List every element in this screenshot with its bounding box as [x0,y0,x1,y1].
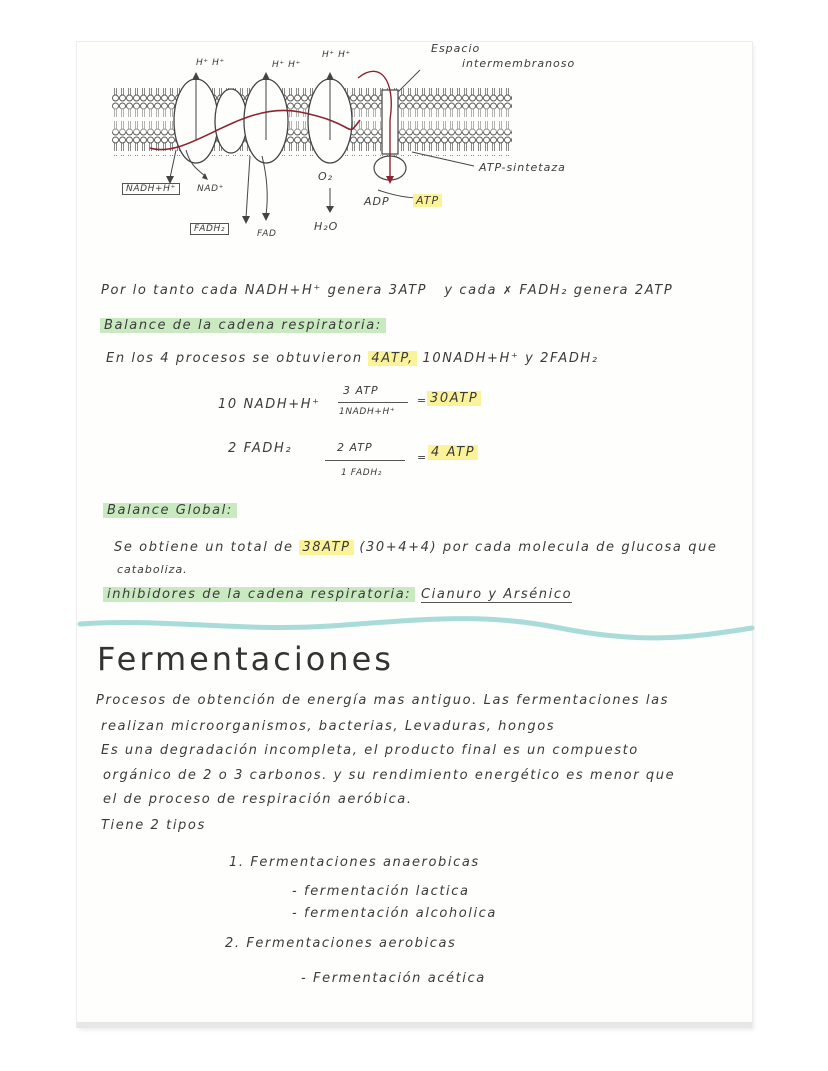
calc2-denominator: 1 FADH₂ [341,468,382,478]
label-intermembranoso: intermembranoso [462,57,576,70]
global-line-2: cataboliza. [117,563,188,576]
fermentation-title: Fermentaciones [97,640,394,678]
calc1-left: 10 NADH+H⁺ [218,397,321,412]
label-nadh: NADH+H⁺ [122,184,180,194]
label-h2o: H₂O [314,220,339,233]
label-h-middle: H⁺ H⁺ [272,60,301,70]
fermentation-p6: Tiene 2 tipos [101,818,206,833]
calc1-fraction-bar [338,402,408,403]
label-nad: NAD⁺ [197,184,224,194]
label-adp: ADP [364,195,390,208]
calc2-equals: = [417,451,428,464]
label-fadh2: FADH₂ [190,224,229,234]
global-line-1: Se obtiene un total de 38ATP (30+4+4) por cada molecula de glucosa que [114,540,718,555]
calc2-fraction-bar [325,460,405,461]
label-h-left: H⁺ H⁺ [196,58,225,68]
line-nadh-fadh: Por lo tanto cada NADH+H⁺ genera 3ATP y cada ✗ FADH₂ genera 2ATP [101,283,674,298]
fermentation-p1: Procesos de obtención de energía mas antiguo. Las fermentaciones las [96,693,670,708]
fermentation-p2: realizan microorganismos, bacterias, Levaduras, hongos [101,719,556,734]
balance-heading: Balance de la cadena respiratoria: [100,318,386,333]
label-h-right: H⁺ H⁺ [322,50,351,60]
calc1-numerator: 3 ATP [343,384,379,397]
calc2-left: 2 FADH₂ [228,441,293,456]
calc1-equals: = [417,394,428,407]
fermentation-p3: Es una degradación incompleta, el producto final es un compuesto [101,743,639,758]
type-2-acetic: - Fermentación acética [301,971,486,986]
label-espacio: Espacio [431,42,481,55]
calc1-result: 30ATP [427,391,481,406]
electron-transport-diagram [0,0,828,300]
processes-line: En los 4 procesos se obtuvieron 4ATP, 10NADH+H⁺ y 2FADH₂ [106,351,599,366]
scribble-icon: ✗ [502,284,514,297]
type-1: 1. Fermentaciones anaerobicas [229,855,480,870]
type-2: 2. Fermentaciones aerobicas [225,936,457,951]
label-atp: ATP [413,194,442,207]
calc1-denominator: 1NADH+H⁺ [339,407,396,417]
type-1-alcoholic: - fermentación alcoholica [292,906,498,921]
fermentation-p4: orgánico de 2 o 3 carbonos. y su rendimiento energético es menor que [103,768,676,783]
label-o2: O₂ [318,170,334,183]
global-heading: Balance Global: [103,503,237,518]
label-atp-synthase: ATP-sintetaza [479,161,566,174]
inhibitors-line: inhibidores de la cadena respiratoria: Cianuro y Arsénico [103,587,572,602]
calc2-result: 4 ATP [428,445,478,460]
calc2-numerator: 2 ATP [337,441,373,454]
fermentation-p5: el de proceso de respiración aeróbica. [103,792,413,807]
label-fad: FAD [257,229,277,239]
page-edge [77,1022,752,1028]
type-1-lactic: - fermentación lactica [292,884,470,899]
